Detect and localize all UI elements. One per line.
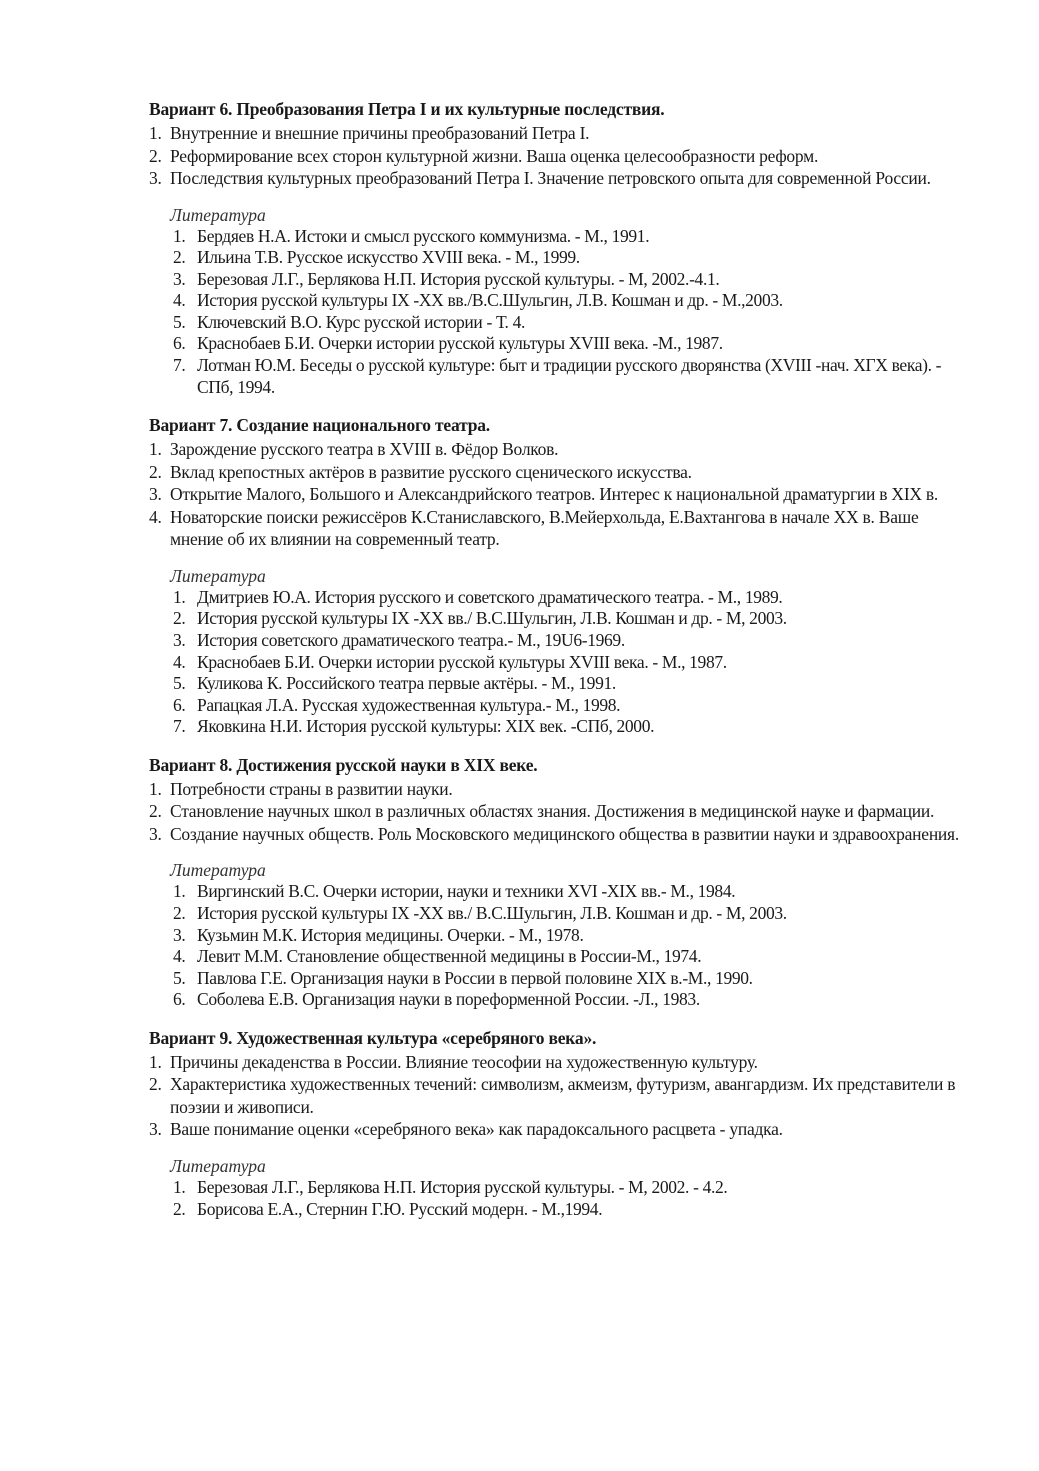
- section-variant-7: [149, 414, 965, 738]
- literature-item: 1. Березовая Л.Г., Берлякова Н.П. История русской культуры. - М, 2002. - 4.2.: [173, 1176, 728, 1197]
- literature-item: 7. Яковкина Н.И. История русской культуры: XIX век. -СПб, 2000.: [173, 716, 655, 737]
- literature-block: [170, 859, 965, 1011]
- literature-item: 2. История русской культуры IX -XX вв./ В.С.Шульгин, Л.В. Кошман и др. - М, 2003.: [173, 608, 787, 629]
- literature-title: Литература: [170, 204, 266, 225]
- literature-block: [170, 204, 965, 399]
- question-list: [149, 122, 965, 190]
- question-item: 2. Характеристика художественных течений: символизм, акмеизм, футуризм, авангардизм. Их представители в поэзии и живописи.: [149, 1074, 956, 1117]
- section-variant-6: [149, 98, 965, 398]
- literature-item: 4. История русской культуры IX -XX вв./В.С.Шульгин, Л.В. Кошман и др. - М.,2003.: [173, 290, 783, 311]
- literature-block: [170, 1155, 965, 1220]
- question-list: [149, 778, 965, 846]
- literature-item: 5. Ключевский В.О. Курс русской истории - Т. 4.: [173, 311, 526, 332]
- literature-block: [170, 565, 965, 738]
- question-item: 1. Внутренние и внешние причины преобразований Петра I.: [149, 123, 590, 143]
- question-item: 3. Открытие Малого, Большого и Александрийского театров. Интерес к национальной драматургии в XIX в.: [149, 484, 939, 505]
- literature-item: 1. Виргинский В.С. Очерки истории, науки и техники XVI -XIX вв.- М., 1984.: [173, 881, 736, 902]
- question-item: 4. Новаторские поиски режиссёров К.Станиславского, В.Мейерхольда, Е.Вахтангова в начале XX в. Ваше мнение об их влиянии на современный театр.: [149, 506, 919, 550]
- literature-item: 2. Ильина Т.В. Русское искусство XVIII века. - М., 1999.: [173, 247, 580, 268]
- question-list: [149, 1051, 965, 1141]
- section-heading: Вариант 6. Преобразования Петра I и их культурные последствия.: [149, 99, 665, 119]
- literature-item: 3. История советского драматического театра.- М., 19U6-1969.: [173, 629, 625, 650]
- literature-item: 4. Левит М.М. Становление общественной медицины в России-М., 1974.: [173, 946, 702, 967]
- question-list: [149, 438, 965, 551]
- literature-title: Литература: [170, 1155, 266, 1176]
- literature-item: 5. Куликова К. Российского театра первые актёры. - М., 1991.: [173, 673, 616, 694]
- question-item: 3. Ваше понимание оценки «серебряного века» как парадоксального расцвета - упадка.: [149, 1119, 783, 1140]
- literature-item: 6. Соболева Е.В. Организация науки в пореформенной России. -Л., 1983.: [173, 989, 700, 1010]
- section-heading: Вариант 8. Достижения русской науки в XIX веке.: [149, 754, 538, 775]
- question-item: 2. Реформирование всех сторон культурной жизни. Ваша оценка целесообразности реформ.: [149, 145, 819, 166]
- section-heading: Вариант 7. Создание национального театра.: [149, 415, 490, 436]
- section-variant-8: [149, 754, 965, 1011]
- question-item: 3. Создание научных обществ. Роль Московского медицинского общества в развитии науки и здравоохранения.: [149, 823, 959, 844]
- literature-title: Литература: [170, 860, 266, 881]
- literature-item: 5. Павлова Г.Е. Организация науки в России в первой половине XIX в.-М., 1990.: [173, 967, 753, 988]
- question-item: 1. Потребности страны в развитии науки.: [149, 778, 453, 799]
- question-item: 2. Вклад крепостных актёров в развитие русского сценического искусства.: [149, 461, 692, 482]
- question-item: 1. Причины декаденства в России. Влияние теософии на художественную культуру.: [149, 1051, 758, 1072]
- literature-title: Литература: [170, 565, 266, 586]
- literature-item: 4. Краснобаев Б.И. Очерки истории русской культуры XVIII века. - М., 1987.: [173, 651, 727, 672]
- literature-item: 1. Бердяев Н.А. Истоки и смысл русского коммунизма. - М., 1991.: [173, 225, 650, 246]
- literature-item: 6. Рапацкая Л.А. Русская художественная культура.- М., 1998.: [173, 694, 621, 715]
- literature-item: 3. Березовая Л.Г., Берлякова Н.П. История русской культуры. - М, 2002.-4.1.: [173, 268, 720, 289]
- literature-list: [170, 587, 965, 738]
- section-heading: Вариант 9. Художественная культура «серебряного века».: [149, 1027, 597, 1048]
- question-item: 1. Зарождение русского театра в XVIII в. Фёдор Волков.: [149, 439, 559, 460]
- literature-item: 7. Лотман Ю.М. Беседы о русской культуре: быт и традиции русского дворянства (XVIII -нач. XГX века). - СПб, 1994.: [173, 355, 942, 397]
- question-item: 3. Последствия культурных преобразований Петра I. Значение петровского опыта для современной России.: [149, 168, 931, 188]
- literature-list: [170, 881, 965, 1011]
- literature-item: 2. Борисова Е.А., Стернин Г.Ю. Русский модерн. - М.,1994.: [173, 1198, 603, 1219]
- literature-item: 6. Краснобаев Б.И. Очерки истории русской культуры XVIII века. -М., 1987.: [173, 333, 723, 354]
- question-item: 2. Становление научных школ в различных областях знания. Достижения в медицинской науке и фармации.: [149, 801, 935, 822]
- literature-list: [170, 1177, 965, 1220]
- literature-item: 3. Кузьмин М.К. История медицины. Очерки. - М., 1978.: [173, 924, 584, 945]
- literature-item: 1. Дмитриев Ю.А. История русского и советского драматического театра. - М., 1989.: [173, 586, 783, 607]
- section-variant-9: [149, 1027, 965, 1220]
- literature-list: [170, 226, 965, 399]
- document-page: [149, 98, 965, 1236]
- literature-item: 2. История русской культуры IX -XX вв./ В.С.Шульгин, Л.В. Кошман и др. - М, 2003.: [173, 903, 787, 923]
